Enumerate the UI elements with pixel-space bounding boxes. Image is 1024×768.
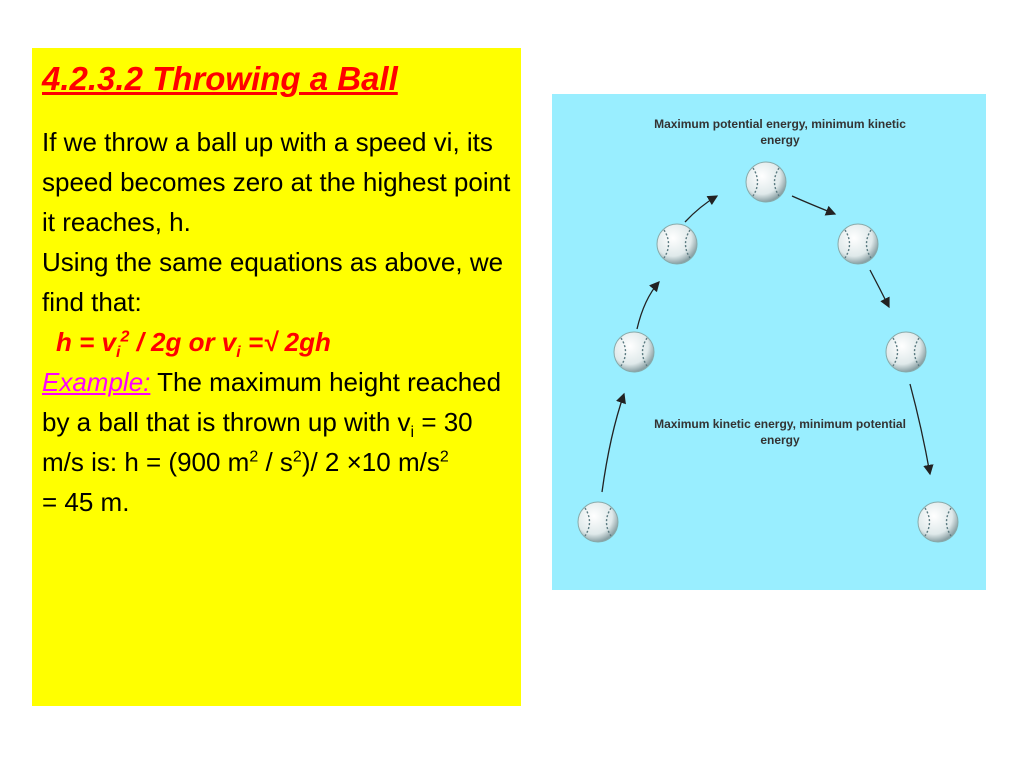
formula-sup-2: 2 bbox=[120, 328, 130, 346]
arrow-2 bbox=[637, 282, 659, 329]
example-text-2: = 30 m/s is: h = (900 m bbox=[42, 407, 473, 477]
example-sub-i: i bbox=[410, 424, 415, 442]
example-sup-a: 2 bbox=[249, 448, 259, 466]
slide-title: 4.2.3.2 Throwing a Ball bbox=[42, 60, 398, 97]
example-sup-b: 2 bbox=[292, 448, 302, 466]
ball-trajectory-figure bbox=[552, 94, 986, 590]
baseball-icon bbox=[657, 224, 697, 264]
formula-sub-i: i bbox=[115, 344, 121, 362]
balls bbox=[578, 162, 958, 542]
example-result: = 45 m. bbox=[42, 487, 130, 517]
baseball-icon bbox=[918, 502, 958, 542]
trajectory-svg bbox=[552, 94, 986, 590]
bottom-caption: Maximum kinetic energy, minimum potential energy bbox=[654, 417, 906, 447]
text-panel bbox=[32, 48, 521, 706]
example-sup-c: 2 bbox=[439, 448, 449, 466]
arrow-1 bbox=[602, 394, 624, 492]
formula-div: / 2g or v bbox=[129, 327, 237, 357]
slide-body bbox=[42, 122, 511, 522]
baseball-icon bbox=[746, 162, 786, 202]
baseball-icon bbox=[578, 502, 618, 542]
baseball-icon bbox=[886, 332, 926, 372]
baseball-icon bbox=[614, 332, 654, 372]
arrow-4 bbox=[792, 196, 835, 214]
example-text-4: )/ 2 ×10 m/s bbox=[301, 447, 440, 477]
paragraph-intro: If we throw a ball up with a speed vi, its speed becomes zero at the highest point it reaches, h. bbox=[42, 127, 511, 237]
example-paragraph bbox=[42, 362, 511, 522]
formula-sub-i-2: i bbox=[236, 344, 241, 362]
formula-h: h = v bbox=[56, 327, 116, 357]
example-text-1: The maximum height reached by a ball that is thrown up with v bbox=[42, 367, 502, 437]
example-label: Example: bbox=[42, 367, 151, 397]
formula-eq: =√ 2gh bbox=[240, 327, 331, 357]
arrow-3 bbox=[685, 196, 717, 222]
arrow-6 bbox=[910, 384, 930, 474]
baseball-icon bbox=[838, 224, 878, 264]
example-text-3: / s bbox=[258, 447, 293, 477]
arrow-5 bbox=[870, 270, 889, 307]
top-caption: Maximum potential energy, minimum kinetic energy bbox=[654, 117, 906, 147]
paragraph-equations: Using the same equations as above, we find that: bbox=[42, 247, 504, 317]
formula bbox=[42, 322, 511, 362]
